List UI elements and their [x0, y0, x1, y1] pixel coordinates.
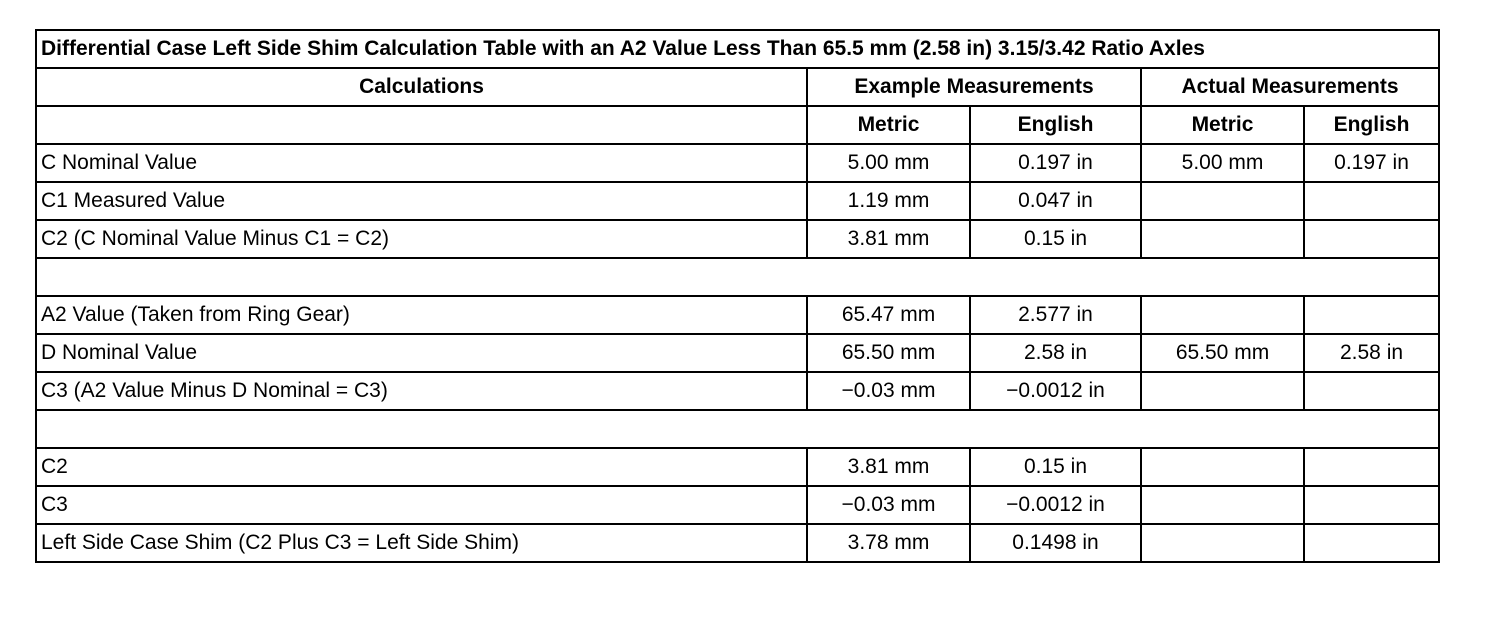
actual-metric-cell [1141, 220, 1304, 258]
actual-english-cell [1304, 182, 1439, 220]
example-english-header: English [970, 106, 1141, 144]
table-row [36, 220, 1439, 258]
table-row [36, 334, 1439, 372]
row-label: C Nominal Value [36, 144, 807, 182]
table-row [36, 486, 1439, 524]
actual-metric-cell [1141, 296, 1304, 334]
actual-metric-cell [1141, 372, 1304, 410]
actual-english-cell [1304, 448, 1439, 486]
actual-english-cell [1304, 220, 1439, 258]
table-row [36, 182, 1439, 220]
example-metric-cell: 5.00 mm [807, 144, 970, 182]
table-row [36, 524, 1439, 562]
row-label: C2 [36, 448, 807, 486]
calculations-header: Calculations [36, 68, 807, 106]
spacer-row [36, 258, 1439, 296]
example-metric-cell: 65.50 mm [807, 334, 970, 372]
actual-measurements-header: Actual Measurements [1141, 68, 1439, 106]
table-row [36, 296, 1439, 334]
actual-metric-cell [1141, 524, 1304, 562]
example-metric-cell: 1.19 mm [807, 182, 970, 220]
example-metric-cell: 3.78 mm [807, 524, 970, 562]
row-label: D Nominal Value [36, 334, 807, 372]
unit-header-blank [36, 106, 807, 144]
actual-english-cell [1304, 296, 1439, 334]
actual-english-cell [1304, 486, 1439, 524]
example-english-cell: 0.15 in [970, 448, 1141, 486]
shim-calculation-table [35, 29, 1440, 563]
table-title: Differential Case Left Side Shim Calculation Table with an A2 Value Less Than 65.5 mm (2.58 in) 3.15/3.42 Ratio Axles [36, 30, 1439, 68]
unit-header-row [36, 106, 1439, 144]
actual-english-cell: 2.58 in [1304, 334, 1439, 372]
example-english-cell: 0.197 in [970, 144, 1141, 182]
example-measurements-header: Example Measurements [807, 68, 1141, 106]
example-metric-cell: 3.81 mm [807, 220, 970, 258]
actual-metric-cell: 65.50 mm [1141, 334, 1304, 372]
example-metric-cell: −0.03 mm [807, 372, 970, 410]
example-english-cell: 2.577 in [970, 296, 1141, 334]
actual-metric-cell: 5.00 mm [1141, 144, 1304, 182]
group-header-row [36, 68, 1439, 106]
row-label: C3 [36, 486, 807, 524]
example-english-cell: 0.1498 in [970, 524, 1141, 562]
example-english-cell: −0.0012 in [970, 486, 1141, 524]
row-label: C2 (C Nominal Value Minus C1 = C2) [36, 220, 807, 258]
title-row [36, 30, 1439, 68]
example-metric-cell: −0.03 mm [807, 486, 970, 524]
row-label: Left Side Case Shim (C2 Plus C3 = Left Side Shim) [36, 524, 807, 562]
example-metric-header: Metric [807, 106, 970, 144]
spacer-cell [36, 410, 1439, 448]
table-row [36, 144, 1439, 182]
row-label: C3 (A2 Value Minus D Nominal = C3) [36, 372, 807, 410]
actual-metric-header: Metric [1141, 106, 1304, 144]
example-english-cell: 0.15 in [970, 220, 1141, 258]
spacer-row [36, 410, 1439, 448]
row-label: C1 Measured Value [36, 182, 807, 220]
actual-metric-cell [1141, 486, 1304, 524]
actual-english-cell [1304, 372, 1439, 410]
spacer-cell [36, 258, 1439, 296]
table-row [36, 448, 1439, 486]
actual-metric-cell [1141, 448, 1304, 486]
actual-english-cell [1304, 524, 1439, 562]
actual-english-header: English [1304, 106, 1439, 144]
example-english-cell: −0.0012 in [970, 372, 1141, 410]
table-row [36, 372, 1439, 410]
example-english-cell: 0.047 in [970, 182, 1141, 220]
row-label: A2 Value (Taken from Ring Gear) [36, 296, 807, 334]
actual-english-cell: 0.197 in [1304, 144, 1439, 182]
actual-metric-cell [1141, 182, 1304, 220]
example-metric-cell: 65.47 mm [807, 296, 970, 334]
example-metric-cell: 3.81 mm [807, 448, 970, 486]
example-english-cell: 2.58 in [970, 334, 1141, 372]
